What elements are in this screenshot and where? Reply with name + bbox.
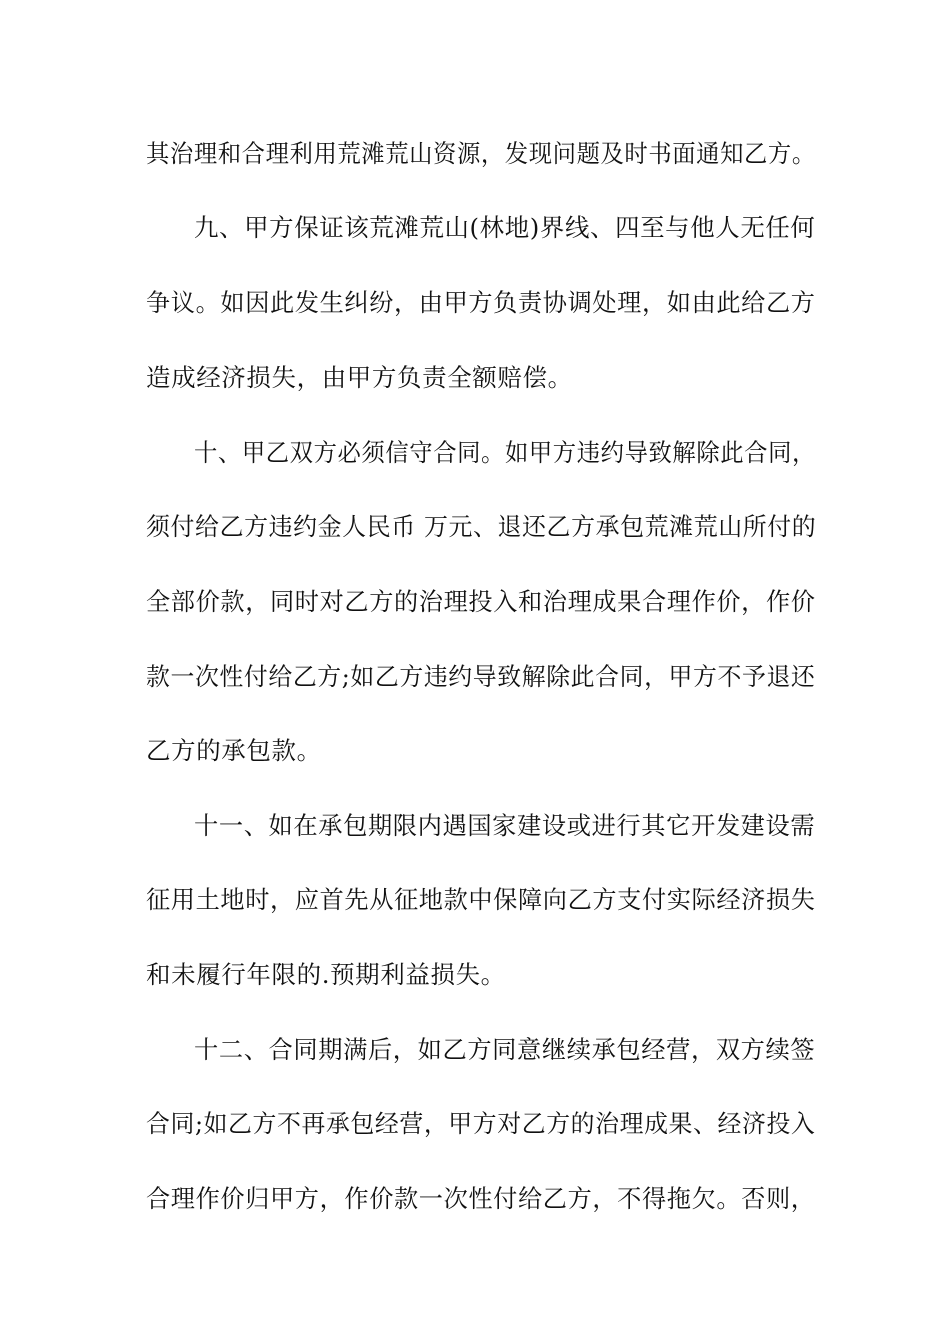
text-line: 乙方的承包款。: [146, 736, 322, 765]
text-line: 合同;如乙方不再承包经营，甲方对乙方的治理成果、经济投入: [146, 1109, 816, 1138]
text-line: 全部价款，同时对乙方的治理投入和治理成果合理作价，作价: [146, 587, 816, 616]
text-line: 款一次性付给乙方;如乙方违约导致解除此合同，甲方不予退还: [146, 662, 816, 691]
text-line: 和未履行年限的.预期利益损失。: [146, 960, 506, 989]
text-line: 十二、合同期满后，如乙方同意继续承包经营，双方续签: [194, 1035, 816, 1064]
text-line: 合理作价归甲方，作价款一次性付给乙方，不得拖欠。否则，: [146, 1184, 816, 1213]
text-line: 造成经济损失，由甲方负责全额赔偿。: [146, 363, 573, 392]
text-line: 十、甲乙双方必须信守合同。如甲方违约导致解除此合同，: [194, 438, 816, 467]
text-line: 须付给乙方违约金人民币 万元、退还乙方承包荒滩荒山所付的: [146, 512, 817, 541]
text-line: 九、甲方保证该荒滩荒山(林地)界线、四至与他人无任何: [194, 213, 816, 242]
text-line: 争议。如因此发生纠纷，由甲方负责协调处理，如由此给乙方: [146, 288, 816, 317]
text-line: 其治理和合理利用荒滩荒山资源，发现问题及时书面通知乙方。: [146, 139, 816, 168]
text-line: 征用土地时，应首先从征地款中保障向乙方支付实际经济损失: [146, 885, 816, 914]
text-line: 十一、如在承包期限内遇国家建设或进行其它开发建设需: [194, 811, 816, 840]
